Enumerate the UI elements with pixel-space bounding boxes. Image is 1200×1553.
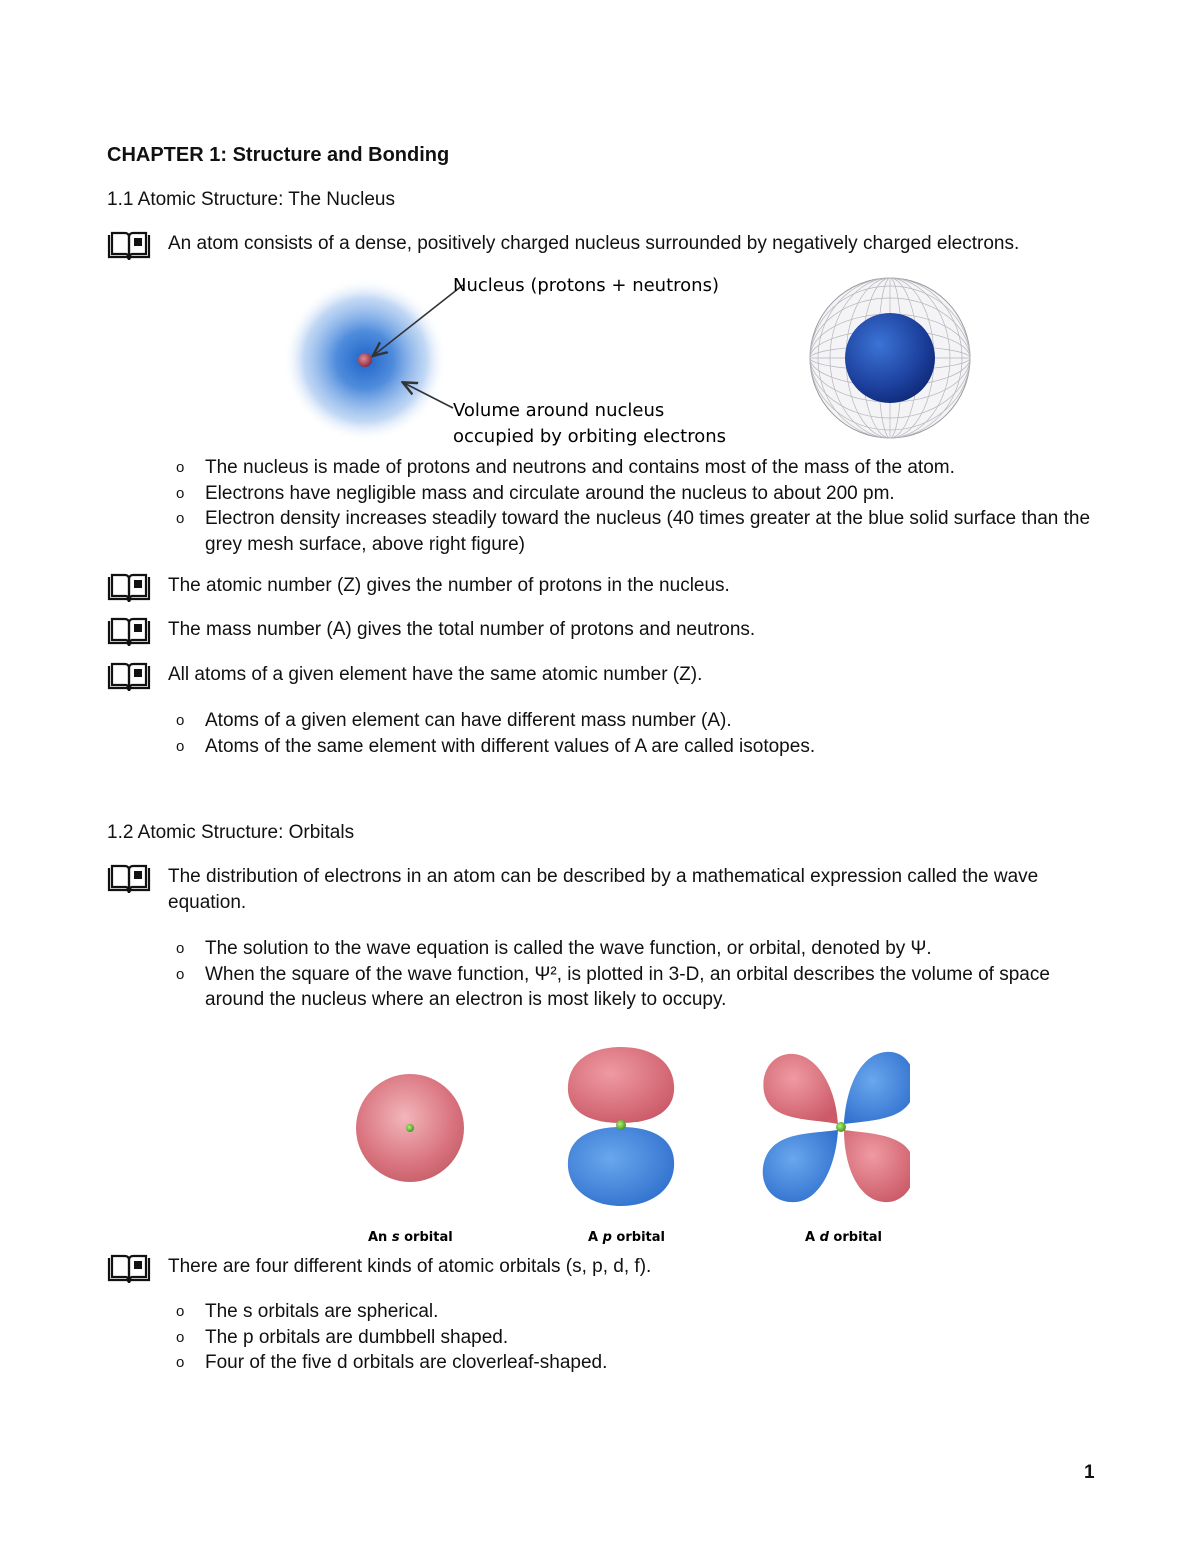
bullet-marker: o <box>176 510 185 527</box>
wave-function-bullets <box>176 936 1096 1013</box>
isotope-bullets <box>176 708 1096 759</box>
mesh-sphere <box>810 278 970 438</box>
bullet-marker: o <box>176 712 185 729</box>
orbital-shape-bullets <box>176 1299 1096 1376</box>
list-item: o The nucleus is made of protons and neutrons and contains most of the mass of the atom. <box>176 455 1096 481</box>
atomic-number-text: The atomic number (Z) gives the number of protons in the nucleus. <box>168 575 730 596</box>
atom-intro-text: An atom consists of a dense, positively charged nucleus surrounded by negatively charged electrons. <box>168 233 1020 254</box>
list-item: o Atoms of a given element can have different mass number (A). <box>176 708 1096 734</box>
orbital-kinds-text: There are four different kinds of atomic orbitals (s, p, d, f). <box>168 1256 652 1277</box>
book-icon <box>107 662 151 692</box>
list-item: o When the square of the wave function, Ψ², is plotted in 3-D, an orbital describes the volume of space around the nucleus where an electron is most likely to occupy. <box>176 963 1050 1010</box>
book-icon <box>107 573 151 603</box>
page-number: 1 <box>1084 1462 1095 1483</box>
bullet-marker: o <box>176 737 185 755</box>
atom-structure-figure <box>270 265 990 455</box>
nucleus-dot <box>358 353 372 367</box>
bullet-marker: o <box>176 459 185 476</box>
section-heading-orbitals: 1.2 Atomic Structure: Orbitals <box>107 822 355 843</box>
s-orbital <box>356 1074 464 1182</box>
volume-label-line2: occupied by orbiting electrons <box>453 426 727 447</box>
bullet-marker: o <box>176 940 185 957</box>
bullet-marker: o <box>176 1303 185 1320</box>
book-icon <box>107 617 151 647</box>
list-item: o Electrons have negligible mass and circulate around the nucleus to about 200 pm. <box>176 481 1096 507</box>
d-orbital <box>763 1052 910 1202</box>
nucleus-label: Nucleus (protons + neutrons) <box>453 275 719 296</box>
orbitals-figure <box>340 1040 910 1250</box>
list-item: o Atoms of the same element with different values of A are called isotopes. <box>176 734 1096 760</box>
book-icon <box>107 231 151 261</box>
d-orbital-caption: A d orbital <box>805 1230 882 1245</box>
book-icon <box>107 1254 151 1284</box>
list-item: o Electron density increases steadily toward the nucleus (40 times greater at the blue solid surface than the grey mesh surface, above right figure) <box>176 508 1091 555</box>
chapter-title: CHAPTER 1: Structure and Bonding <box>107 144 450 166</box>
wave-equation-text: The distribution of electrons in an atom can be described by a mathematical expression called the wave equation. <box>168 866 1039 913</box>
volume-label-line1: Volume around nucleus <box>453 400 665 421</box>
p-orbital <box>568 1047 674 1206</box>
book-icon <box>107 864 151 894</box>
list-item: o The solution to the wave equation is called the wave function, or orbital, denoted by Ψ. <box>176 936 1096 962</box>
section-heading-nucleus: 1.1 Atomic Structure: The Nucleus <box>107 189 395 210</box>
list-item: o The s orbitals are spherical. <box>176 1299 1096 1325</box>
list-item: o The p orbitals are dumbbell shaped. <box>176 1325 1096 1351</box>
bullet-marker: o <box>176 484 185 502</box>
same-element-text: All atoms of a given element have the same atomic number (Z). <box>168 664 703 685</box>
p-orbital-caption: A p orbital <box>588 1230 665 1245</box>
mass-number-text: The mass number (A) gives the total number of protons and neutrons. <box>168 619 756 640</box>
bullet-marker: o <box>176 965 185 983</box>
bullet-marker: o <box>176 1354 185 1371</box>
list-item: o Four of the five d orbitals are cloverleaf-shaped. <box>176 1350 1096 1376</box>
nucleus-bullets <box>176 455 1096 557</box>
bullet-marker: o <box>176 1328 185 1346</box>
s-orbital-caption: An s orbital <box>368 1230 453 1245</box>
